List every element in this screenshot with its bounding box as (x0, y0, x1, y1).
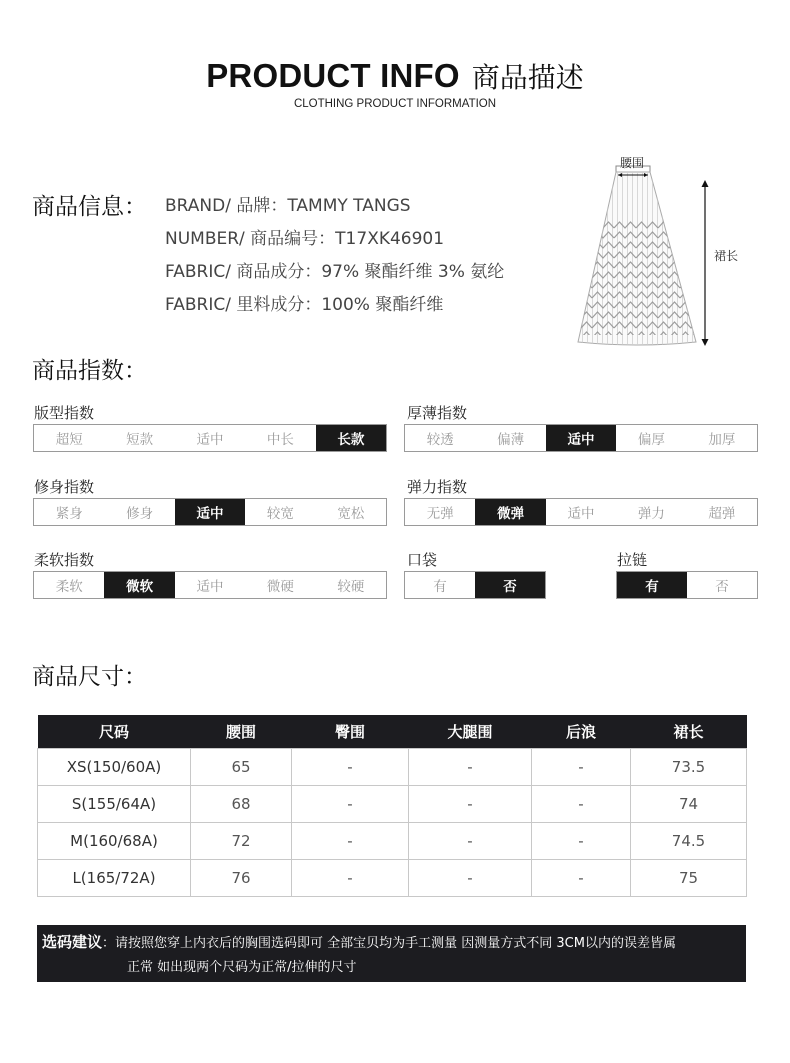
hip-cell: - (292, 859, 409, 896)
index-option: 较宽 (266, 506, 294, 522)
back-rise-cell: - (532, 748, 631, 785)
slim-index-bar (33, 498, 387, 526)
index-option-selected: 适中 (546, 425, 616, 451)
thigh-cell: - (409, 822, 532, 859)
advice-line-1: ：请按照您穿上内衣后的胸围选码即可 全部宝贝均为手工测量 因测量方式不同 3CM以内的误差皆属 (102, 936, 676, 951)
pocket-index-title: 口袋 (407, 551, 438, 569)
index-option: 适中 (196, 579, 224, 595)
thigh-cell: - (409, 785, 532, 822)
length-cell: 74.5 (631, 822, 747, 859)
index-option: 宽松 (337, 506, 365, 522)
index-option-selected: 微弹 (475, 499, 545, 525)
index-option: 适中 (567, 506, 595, 522)
index-option: 超短 (55, 432, 83, 448)
softness-index-bar (33, 571, 387, 599)
index-option: 加厚 (708, 432, 736, 448)
col-back-rise: 后浪 (532, 715, 631, 748)
index-option: 偏厚 (637, 432, 665, 448)
index-option: 超弹 (708, 506, 736, 522)
length-cell: 73.5 (631, 748, 747, 785)
length-cell: 74 (631, 785, 747, 822)
thigh-cell: - (409, 748, 532, 785)
size-advice-box (37, 925, 746, 982)
back-rise-cell: - (532, 822, 631, 859)
index-option: 微硬 (266, 579, 294, 595)
skirt-diagram (570, 150, 770, 350)
fabric-line: FABRIC/ 商品成分：97% 聚酯纤维 3% 氨纶 (165, 262, 505, 282)
index-option-selected: 长款 (316, 425, 386, 451)
index-option: 较硬 (337, 579, 365, 595)
index-option: 修身 (126, 506, 154, 522)
back-rise-cell: - (532, 785, 631, 822)
table-row (38, 859, 747, 896)
number-line: NUMBER/ 商品编号：T17XK46901 (165, 229, 445, 249)
index-option-selected: 微软 (104, 572, 174, 598)
zipper-index-bar (616, 571, 758, 599)
index-option: 较透 (426, 432, 454, 448)
size-cell: M(160/68A) (38, 822, 191, 859)
index-option: 紧身 (55, 506, 83, 522)
size-table-header-row (38, 715, 747, 748)
index-option: 否 (715, 579, 729, 595)
elastic-index-bar (404, 498, 758, 526)
col-waist: 腰围 (191, 715, 292, 748)
indices-section-label: 商品指数： (32, 358, 147, 384)
col-hip: 臀围 (292, 715, 409, 748)
index-option-selected: 适中 (175, 499, 245, 525)
hip-cell: - (292, 822, 409, 859)
page-subtitle: CLOTHING PRODUCT INFORMATION (293, 98, 497, 110)
advice-label: 选码建议 (42, 933, 103, 951)
brand-line: BRAND/ 品牌：TAMMY TANGS (165, 196, 411, 216)
waist-cell: 76 (191, 859, 292, 896)
col-size: 尺码 (38, 715, 191, 748)
page-title (0, 56, 790, 96)
size-cell: L(165/72A) (38, 859, 191, 896)
index-option: 中长 (266, 432, 294, 448)
index-option: 无弹 (426, 506, 454, 522)
sizes-section-label: 商品尺寸： (32, 664, 147, 690)
table-row (38, 785, 747, 822)
info-section-label: 商品信息： (32, 194, 147, 220)
zipper-index-title: 拉链 (617, 551, 648, 569)
title-cn: 商品描述 (471, 61, 584, 94)
lining-line: FABRIC/ 里料成分：100% 聚酯纤维 (165, 295, 444, 315)
hip-cell: - (292, 748, 409, 785)
fit-index-title: 版型指数 (34, 404, 95, 422)
size-cell: XS(150/60A) (38, 748, 191, 785)
size-cell: S(155/64A) (38, 785, 191, 822)
index-option: 短款 (126, 432, 154, 448)
index-option: 适中 (196, 432, 224, 448)
index-option-selected: 否 (475, 572, 545, 598)
length-cell: 75 (631, 859, 747, 896)
waist-cell: 68 (191, 785, 292, 822)
hip-cell: - (292, 785, 409, 822)
slim-index-title: 修身指数 (34, 478, 95, 496)
elastic-index-title: 弹力指数 (407, 478, 468, 496)
index-option: 有 (433, 579, 447, 595)
index-option: 偏薄 (497, 432, 525, 448)
table-row (38, 748, 747, 785)
thigh-cell: - (409, 859, 532, 896)
title-en: PRODUCT INFO (206, 57, 460, 94)
softness-index-title: 柔软指数 (34, 551, 95, 569)
col-length: 裙长 (631, 715, 747, 748)
table-row (38, 822, 747, 859)
col-thigh: 大腿围 (409, 715, 532, 748)
thickness-index-bar (404, 424, 758, 452)
fit-index-bar (33, 424, 387, 452)
thickness-index-title: 厚薄指数 (407, 404, 468, 422)
skirt-illustration (570, 150, 770, 350)
waist-label: 腰围 (620, 156, 645, 170)
index-option: 弹力 (637, 506, 665, 522)
pocket-index-bar (404, 571, 546, 599)
waist-cell: 65 (191, 748, 292, 785)
index-option: 柔软 (55, 579, 83, 595)
waist-cell: 72 (191, 822, 292, 859)
size-table (37, 715, 747, 897)
back-rise-cell: - (532, 859, 631, 896)
length-label: 裙长 (714, 249, 739, 263)
index-option-selected: 有 (617, 572, 687, 598)
advice-line-2: 正常 如出现两个尺码为正常/拉伸的尺寸 (127, 960, 357, 975)
